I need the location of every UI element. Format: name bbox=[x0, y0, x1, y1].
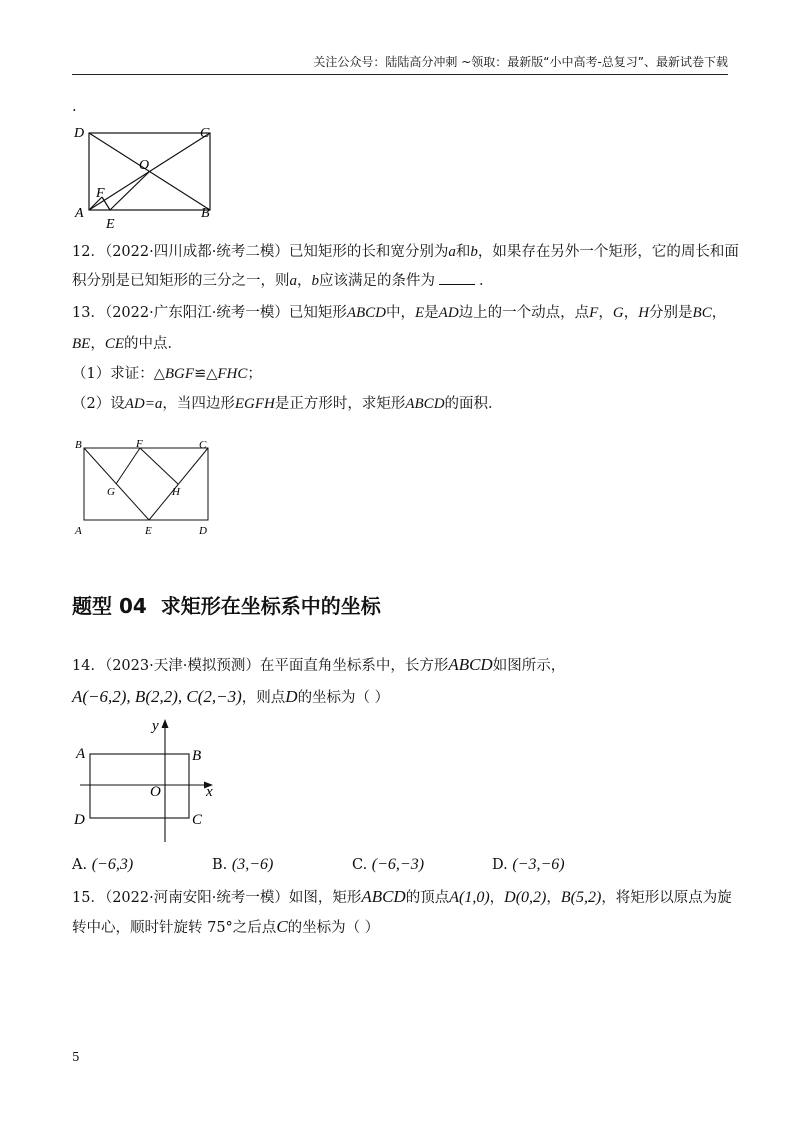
fig3-label-A: A bbox=[76, 746, 86, 762]
question-13-part2: （2）设AD=a，当四边形EGFH是正方形时，求矩形ABCD的面积． bbox=[72, 396, 503, 412]
figure-coordinate-rectangle bbox=[72, 712, 232, 852]
fig2-label-H: H bbox=[172, 486, 180, 498]
fig1-label-D: D bbox=[74, 126, 85, 141]
fig1-label-F: F bbox=[96, 186, 105, 201]
fig3-label-C: C bbox=[192, 812, 203, 828]
section-title bbox=[72, 590, 381, 619]
question-13-line1: 13．（2022·广东阳江·统考一模）已知矩形ABCD中，E是AD边上的一个动点，点F，G，H分别是BC， bbox=[72, 305, 727, 321]
fig1-label-B: B bbox=[201, 206, 210, 221]
fig2-label-A: A bbox=[75, 525, 82, 537]
fig3-label-y: y bbox=[152, 718, 159, 734]
fig2-label-E: E bbox=[145, 525, 152, 537]
question-15-line1: 15．（2022·河南安阳·统考一模）如图，矩形ABCD的顶点A(1,0)，D(0,2)，B(5,2)，将矩形以原点为旋 bbox=[72, 887, 732, 906]
question-13-part1: （1）求证：△BGF≌△FHC； bbox=[72, 366, 262, 382]
option-a[interactable]: A. (−6,3) bbox=[72, 856, 134, 873]
section-label: 题型 04 bbox=[72, 594, 147, 618]
question-14-line1: 14．（2023·天津·模拟预测）在平面直角坐标系中，长方形ABCD如图所示， bbox=[72, 655, 566, 674]
fig2-label-G: G bbox=[107, 486, 115, 498]
page-number: 5 bbox=[72, 1050, 80, 1064]
fig2-label-D: D bbox=[199, 525, 207, 537]
fig3-label-x: x bbox=[206, 784, 213, 800]
question-15-line2: 转中心，顺时针旋转 75°之后点C的坐标为（ ） bbox=[72, 917, 380, 936]
header-text: 关注公众号：陆陆高分冲刺 ~领取：最新版“小中高考-总复习”、最新试卷下载 bbox=[313, 55, 728, 69]
fig3-label-O: O bbox=[150, 784, 161, 800]
question-14-line2: A(−6,2), B(2,2), C(2,−3)，则点D的坐标为（ ） bbox=[72, 687, 390, 706]
given-coordinates: A(−6,2), B(2,2), C(2,−3) bbox=[72, 687, 242, 706]
fig1-label-E: E bbox=[106, 217, 115, 232]
fig1-label-O: O bbox=[139, 158, 150, 173]
fig2-label-B: B bbox=[75, 439, 82, 451]
option-c[interactable]: C. (−6,−3) bbox=[352, 856, 425, 873]
question-12-line2: 积分别是已知矩形的三分之一，则a，b应该满足的条件为 ． bbox=[72, 270, 734, 292]
section-heading: 求矩形在坐标系中的坐标 bbox=[160, 594, 381, 618]
question-12-line1: 12．（2022·四川成都·统考二模）已知矩形的长和宽分别为a和b，如果存在另外一个矩形，它的周长和面 bbox=[72, 244, 739, 260]
lead-dot: . bbox=[72, 99, 77, 115]
fig2-label-C: C bbox=[199, 439, 207, 451]
question-13-line2: BE，CE的中点． bbox=[72, 336, 182, 352]
option-d[interactable]: D. (−3,−6) bbox=[492, 856, 565, 873]
fig1-label-C: C bbox=[200, 126, 210, 141]
option-b[interactable]: B. (3,−6) bbox=[212, 856, 274, 873]
page-header bbox=[72, 52, 728, 75]
fig3-label-B: B bbox=[192, 748, 202, 764]
figure-rectangle-diagonals bbox=[72, 124, 232, 234]
fig2-label-F: F bbox=[136, 438, 143, 450]
figure-rectangle-square bbox=[72, 434, 222, 544]
answer-blank[interactable] bbox=[439, 270, 475, 285]
fig1-label-A: A bbox=[75, 206, 84, 221]
fig3-label-D: D bbox=[74, 812, 85, 828]
